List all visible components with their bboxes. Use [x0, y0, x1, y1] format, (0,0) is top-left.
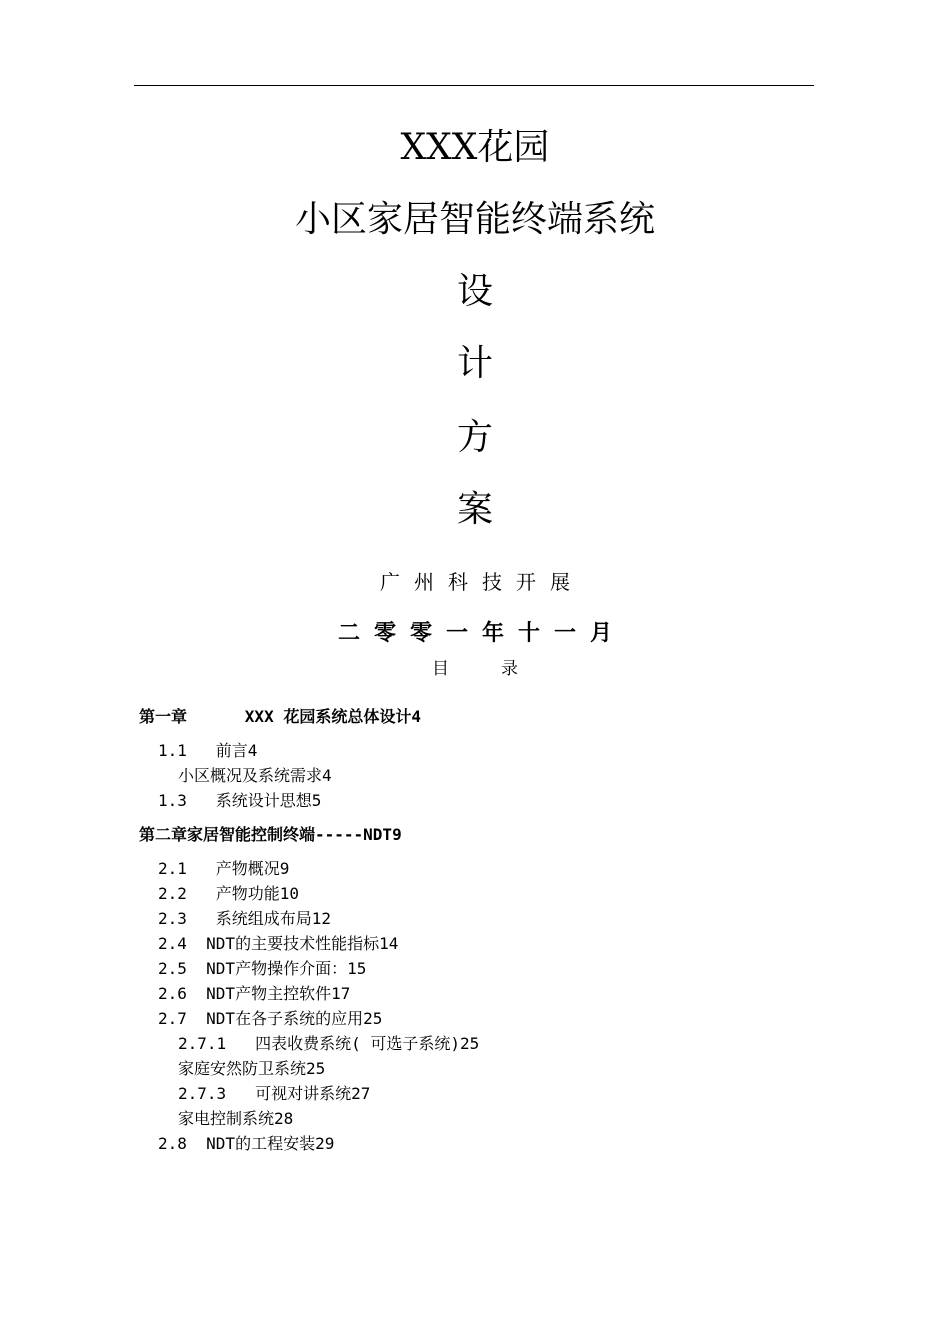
toc-entry[interactable]: 1.3 系统设计思想5: [158, 791, 322, 810]
document-date: 二零零一年十一月: [337, 620, 626, 646]
cover-title-line1: XXX花园: [400, 127, 550, 168]
toc-entry[interactable]: 2.2 产物功能10: [158, 884, 300, 903]
toc-subentry[interactable]: 2.7.1 四表收费系统( 可选子系统)25: [178, 1034, 480, 1053]
toc-subentry[interactable]: 家庭安然防卫系统25: [178, 1059, 326, 1078]
toc-subentry[interactable]: 家电控制系统28: [178, 1109, 294, 1128]
toc-entry[interactable]: 1.1 前言4: [158, 741, 258, 760]
toc-entry[interactable]: 小区概况及系统需求4: [178, 766, 332, 785]
cover-vertical-char: 案: [456, 489, 493, 530]
organization-name: 广州科技开展: [380, 570, 584, 594]
toc-entry[interactable]: 2.1 产物概况9: [158, 859, 290, 878]
toc-entry[interactable]: 2.6 NDT产物主控软件17: [158, 984, 351, 1003]
header-rule: [134, 85, 814, 86]
cover-vertical-char: 计: [456, 343, 493, 384]
cover-title-line2: 小区家居智能终端系统: [294, 199, 655, 240]
toc-chapter-2[interactable]: 第二章家居智能控制终端-----NDT9: [139, 825, 402, 844]
toc-entry[interactable]: 2.3 系统组成布局12: [158, 909, 332, 928]
toc-entry[interactable]: 2.5 NDT产物操作介面：15: [158, 959, 367, 978]
toc-heading: 目录: [432, 659, 570, 679]
toc-entry[interactable]: 2.7 NDT在各子系统的应用25: [158, 1009, 383, 1028]
toc-entry[interactable]: 2.8 NDT的工程安装29: [158, 1134, 335, 1153]
toc-subentry[interactable]: 2.7.3 可视对讲系统27: [178, 1084, 371, 1103]
toc-chapter-1[interactable]: 第一章 XXX 花园系统总体设计4: [139, 707, 421, 726]
cover-vertical-char: 方: [456, 417, 493, 458]
toc-entry[interactable]: 2.4 NDT的主要技术性能指标14: [158, 934, 399, 953]
cover-vertical-char: 设: [456, 271, 493, 312]
